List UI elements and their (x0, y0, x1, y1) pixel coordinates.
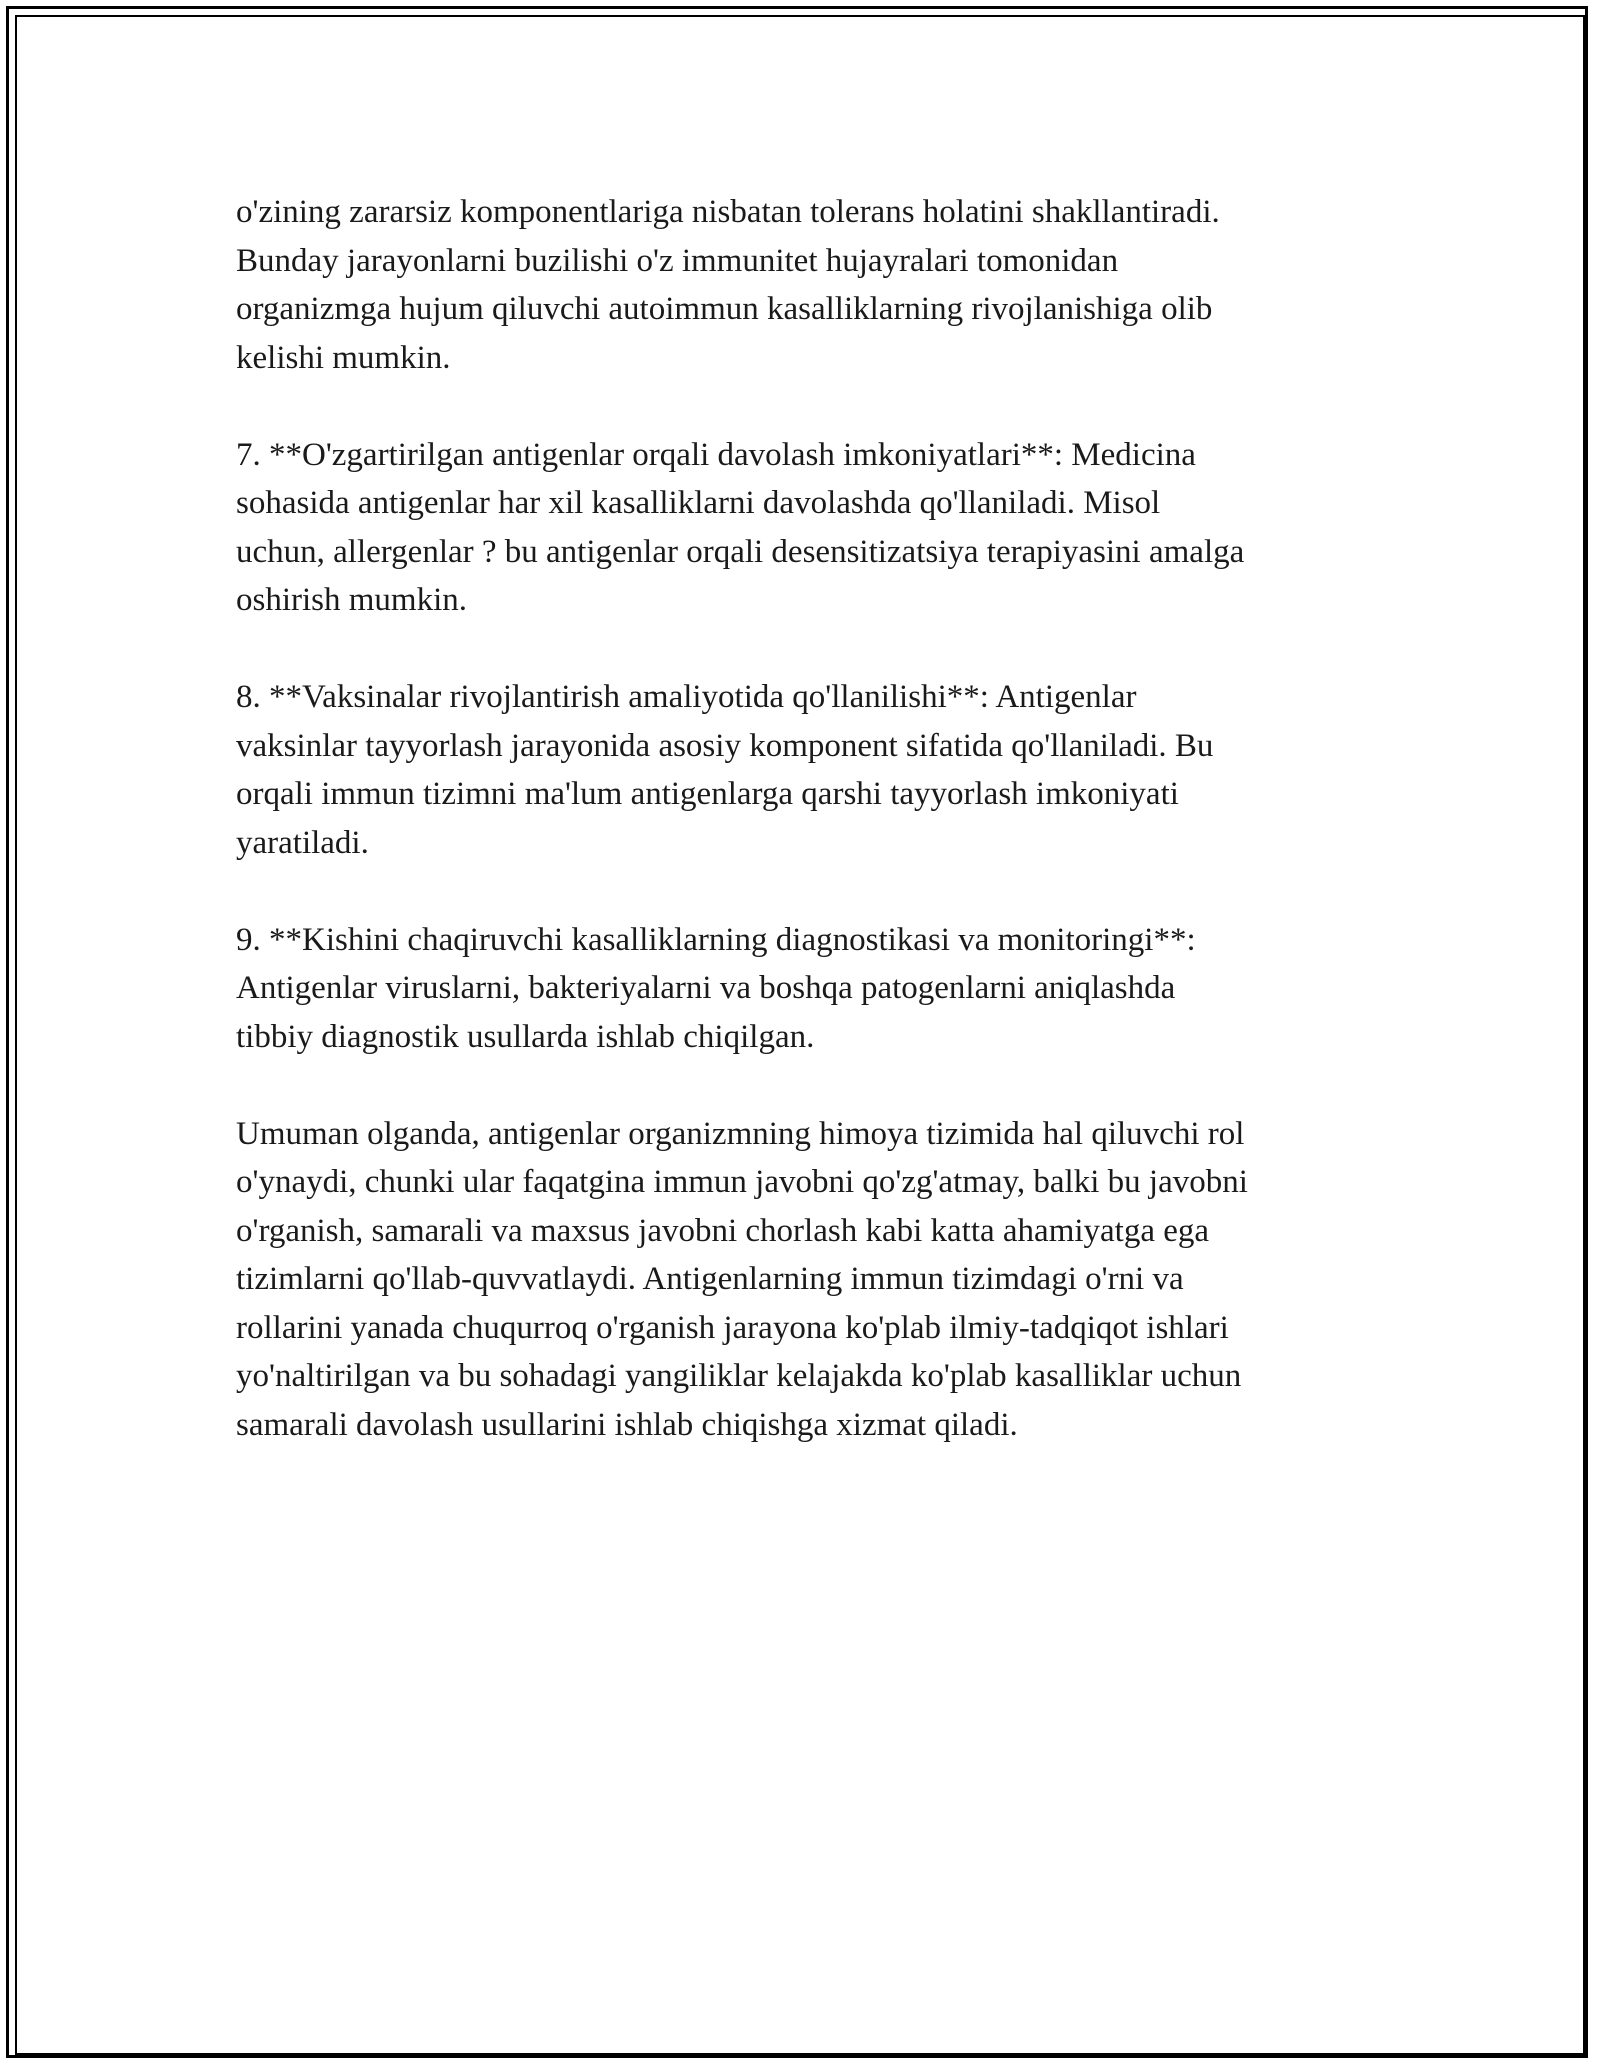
document-body (236, 188, 1386, 1498)
paragraph-tolerance: o'zining zararsiz komponentlariga nisbatan tolerans holatini shakllantiradi. Bunday jarayonlarni buzilishi o'z immunitet hujayralari tomonidan organizmga hujum qiluvchi autoimmun kasalliklarning rivojlanishiga olib kelishi mumkin. (236, 194, 1220, 376)
paragraph-item-8: 8. **Vaksinalar rivojlantirish amaliyotida qo'llanilishi**: Antigenlar vaksinlar tayyorlash jarayonida asosiy komponent sifatida qo'llaniladi. Bu orqali immun tizimni ma'lum antigenlarga qarshi tayyorlash imkoniyati yaratiladi. (236, 679, 1214, 861)
paragraph-item-9: 9. **Kishini chaqiruvchi kasalliklarning diagnostikasi va monitoringi**: Antigenlar viruslarni, bakteriyalarni va boshqa patogenlarni aniqlashda tibbiy diagnostik usullarda ishlab chiqilgan. (236, 921, 1196, 1055)
paragraph-conclusion: Umuman olganda, antigenlar organizmning himoya tizimida hal qiluvchi rol o'ynaydi, chunki ular faqatgina immun javobni qo'zg'atmay, balki bu javobni o'rganish, samarali va maxsus javobni chorlash kabi katta ahamiyatga ega tizimlarni qo'llab-quvvatlaydi. Antigenlarning immun tizimdagi o'rni va rollarini yanada chuqurroq o'rganish jarayona ko'plab ilmiy-tadqiqot ishlari yo'naltirilgan va bu sohadagi yangiliklar kelajakda ko'plab kasalliklar uchun samarali davolash usullarini ishlab chiqishga xizmat qiladi. (236, 1115, 1248, 1443)
paragraph-item-7: 7. **O'zgartirilgan antigenlar orqali davolash imkoniyatlari**: Medicina sohasida antigenlar har xil kasalliklarni davolashda qo'llaniladi. Misol uchun, allergenlar ? bu antigenlar orqali desensitizatsiya terapiyasini amalga oshirish mumkin. (236, 436, 1245, 618)
